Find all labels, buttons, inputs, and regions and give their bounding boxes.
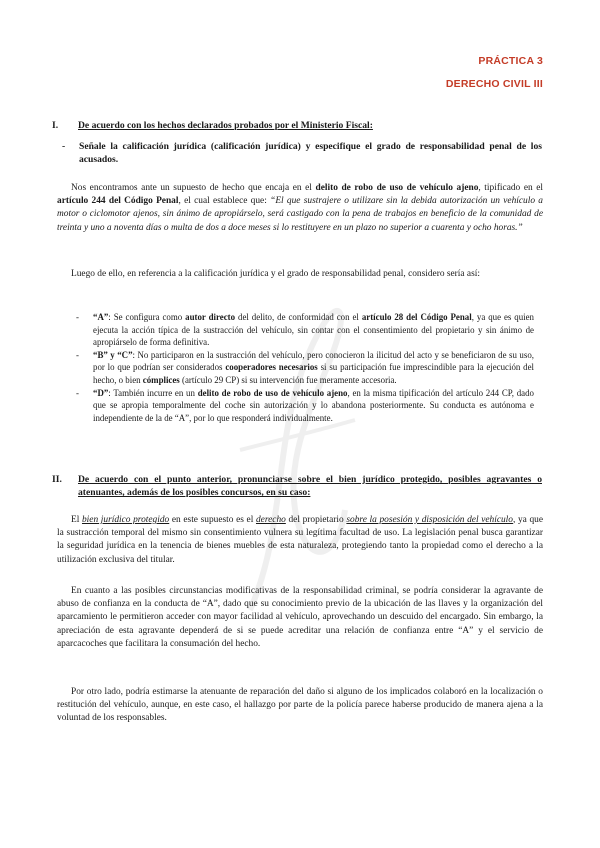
section-1-number: I. <box>52 120 59 131</box>
list-item-d: - “D”: También incurre en un delito de robo de uso de vehículo ajeno, en la misma tipificación del artículo 244 CP, dado que se apropia temporalmente del coche sin autorización y lo abandona posteriormente. Su conducta es autónoma e independiente de la de “A”, por lo que responderá individualmente. <box>76 387 534 423</box>
subject-label: DERECHO CIVIL III <box>445 78 543 90</box>
practice-label: PRÁCTICA 3 <box>478 55 543 67</box>
article-quote: “El que sustrajere o utilizare sin la debida autorización un vehículo a motor o ciclomotor ajenos, sin ánimo de apropiárselo, será castigado con la pena de trabajos en beneficio de la comunidad de treinta y uno a noventa días o multa de dos a doce meses si lo restituyere en un plazo no superior a cuarenta y ocho horas.” <box>57 196 543 233</box>
section-1-title: De acuerdo con los hechos declarados probados por el Ministerio Fiscal: <box>78 120 373 131</box>
section-1-question-text: Señale la calificación jurídica (calificación jurídica) y especifique el grado de responsabilidad penal de los acusados. <box>79 141 542 165</box>
section-2-paragraph-1: El bien jurídico protegido en este supuesto es el derecho del propietario sobre la posesión y disposición del vehículo, ya que la sustracción temporal del mismo sin consentimiento vulnera su legítima facultad de uso. La legislación penal busca garantizar la seguridad jurídica en la tenencia de bienes muebles de esta naturaleza, protegiendo tanto la propiedad como el derecho a la utilización exclusiva del titular. <box>57 515 544 565</box>
section-1-paragraph-2: Luego de ello, en referencia a la calificación jurídica y el grado de responsabilidad penal, considero sería así: <box>71 269 480 279</box>
list-item-a: - “A”: Se configura como autor directo del delito, de conformidad con el artículo 28 del Código Penal, ya que es quien ejecuta la acción típica de la sustracción del vehículo, sin contar con el consentimiento del propietario y sin ánimo de apropiárselo de forma definitiva. <box>76 312 534 348</box>
section-2-paragraph-2: En cuanto a las posibles circunstancias modificativas de la responsabilidad criminal, se podría considerar la agravante de abuso de confianza en la conducta de “A”, dado que su conocimiento previo de la ubicación de las llaves y la organización del aparcamiento le permitieron acceder con mayor facilidad al vehículo, aprovechando un descuido del encargado. Sin embargo, la apreciación de esta agravante dependerá de si se puede acreditar una relación de confianza entre “A” y el servicio de aparcacoches que facilitara la consumación del hecho. <box>57 586 543 649</box>
section-2-title: De acuerdo con el punto anterior, pronunciarse sobre el bien jurídico protegido, posibles agravantes o atenuantes, además de los posibles concursos, en su caso: <box>78 474 542 498</box>
section-1-question: - Señale la calificación jurídica (calificación jurídica) y especifique el grado de responsabilidad penal de los acusados. <box>62 141 542 165</box>
section-2-paragraph-3: Por otro lado, podría estimarse la atenuante de reparación del daño si alguno de los implicados colaboró en la localización o restitución del vehículo, aunque, en este caso, el hallazgo por parte de la policía parece haberse producido de manera ajena a la voluntad de los responsables. <box>57 687 543 724</box>
section-2-heading <box>52 473 542 499</box>
responsibility-list <box>76 311 534 424</box>
list-item-b-c: - “B” y “C”: No participaron en la sustracción del vehículo, pero conocieron la ilicitud del acto y se beneficiaron de su uso, por lo que podrían ser considerados cooperadores necesarios si su participación fue imprescindible para la ejecución del hecho, o bien cómplices (artículo 29 CP) si su intervención fue meramente accesoria. <box>76 349 534 385</box>
section-1-heading <box>52 119 542 132</box>
section-2-number: II. <box>52 474 62 485</box>
section-1-paragraph-1: Nos encontramos ante un supuesto de hecho que encaja en el delito de robo de uso de vehículo ajeno, tipificado en el artículo 244 del Código Penal, el cual establece que: “El que sustrajere o utilizare sin la debida autorización un vehículo a motor o ciclomotor ajenos, sin ánimo de apropiárselo, será castigado con la pena de trabajos en beneficio de la comunidad de treinta y uno a noventa días o multa de dos a doce meses si lo restituyere en un plazo no superior a cuarenta y ocho horas.” <box>57 183 544 233</box>
